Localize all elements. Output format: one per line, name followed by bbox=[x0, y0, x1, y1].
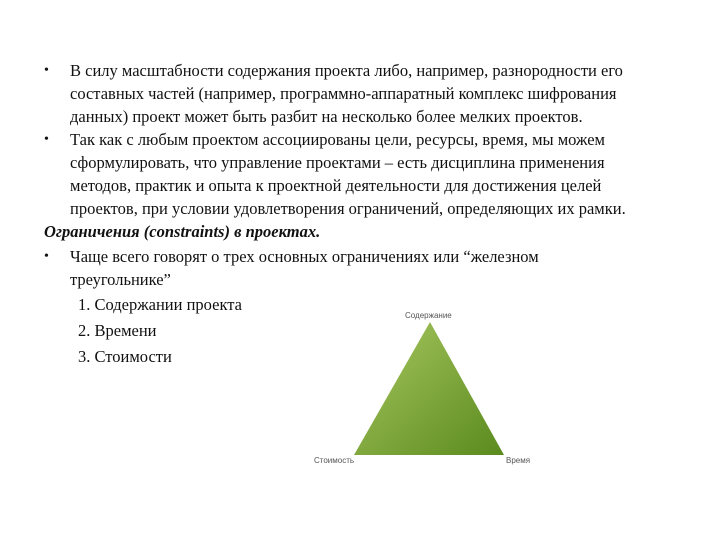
bullet-3-line-2: треугольнике” bbox=[70, 270, 171, 289]
bullet-marker: • bbox=[44, 63, 49, 78]
bullet-2-line-4: проектов, при условии удовлетворения ограничений, определяющих их рамки. bbox=[70, 199, 626, 218]
iron-triangle bbox=[340, 318, 520, 463]
triangle-left-label: Стоимость bbox=[314, 456, 355, 465]
section-heading: Ограничения (constraints) в проектах. bbox=[44, 222, 321, 241]
bullet-3-line-1: Чаще всего говорят о трех основных ограничениях или “железном bbox=[70, 247, 539, 266]
bullet-marker: • bbox=[44, 249, 49, 264]
triangle-right-label: Время bbox=[506, 456, 531, 465]
numbered-item-2: 2. Времени bbox=[78, 321, 157, 340]
bullet-1-line-1: В силу масштабности содержания проекта либо, например, разнородности его bbox=[70, 61, 623, 80]
bullet-2-line-1: Так как с любым проектом ассоциированы цели, ресурсы, время, мы можем bbox=[70, 130, 605, 149]
triangle-top-label: Содержание bbox=[405, 311, 452, 320]
bullet-2-line-3: методов, практик и опыта к проектной деятельности для достижения целей bbox=[70, 176, 602, 195]
bullet-2-line-2: сформулировать, что управление проектами – есть дисциплина применения bbox=[70, 153, 605, 172]
numbered-item-1: 1. Содержании проекта bbox=[78, 295, 242, 314]
numbered-item-3: 3. Стоимости bbox=[78, 347, 172, 366]
bullet-1-line-2: составных частей (например, программно-аппаратный комплекс шифрования bbox=[70, 84, 617, 103]
bullet-1-line-3: данных) проект может быть разбит на несколько более мелких проектов. bbox=[70, 107, 583, 126]
bullet-marker: • bbox=[44, 132, 49, 147]
triangle-shape bbox=[354, 322, 504, 455]
